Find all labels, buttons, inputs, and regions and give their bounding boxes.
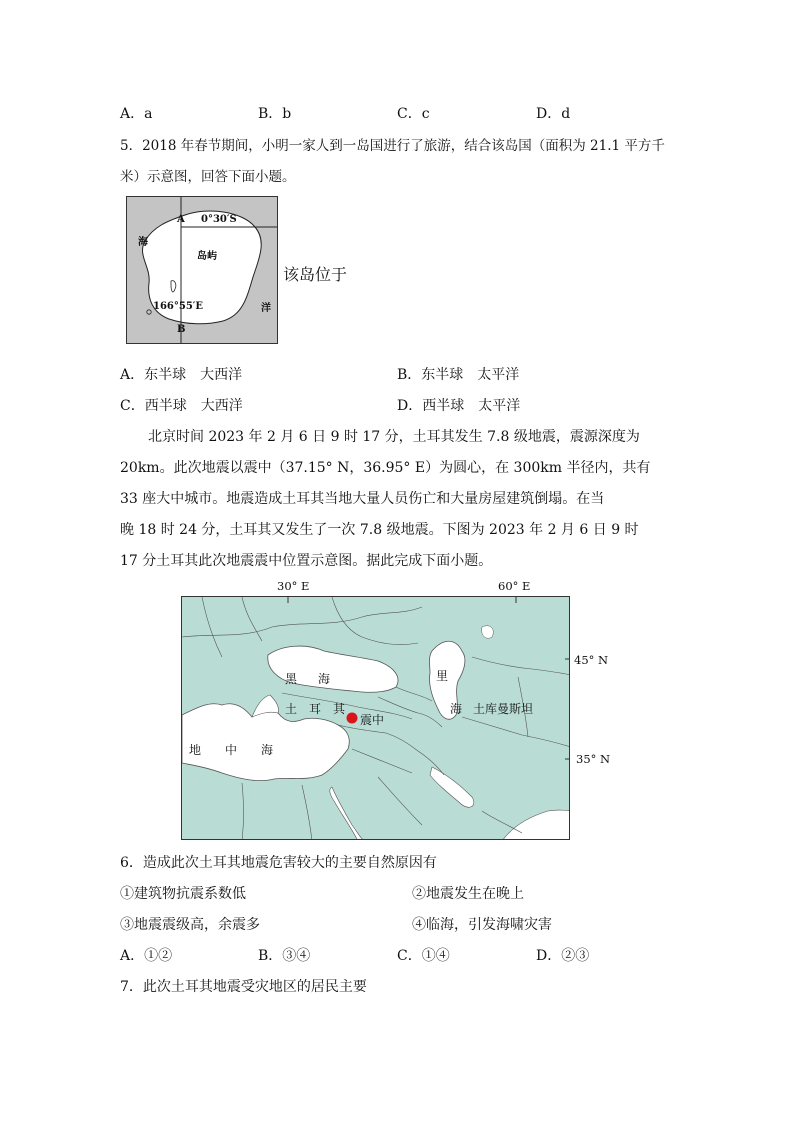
q4-option-b: B．b bbox=[258, 106, 292, 122]
epicenter-label: 震中 bbox=[360, 713, 385, 727]
q5-option-a: A．东半球 大西洋 bbox=[120, 367, 243, 383]
q5-option-c: C．西半球 大西洋 bbox=[120, 398, 243, 414]
q6-item-3: ③地震震级高，余震多 bbox=[120, 917, 260, 933]
q6-item-1: ①建筑物抗震系数低 bbox=[120, 886, 246, 902]
q6-stem: 6．造成此次土耳其地震危害较大的主要自然原因有 bbox=[120, 855, 437, 871]
q6-option-a: A．①② bbox=[120, 948, 173, 964]
q5-option-b: B．东半球 太平洋 bbox=[397, 367, 520, 383]
q4-option-c: C．c bbox=[397, 106, 430, 122]
q5-stem-line2: 米）示意图，回答下面小题。 bbox=[120, 169, 296, 185]
q6-item-2: ②地震发生在晚上 bbox=[412, 886, 524, 902]
island-label: 岛屿 bbox=[197, 251, 217, 262]
arabian-sea bbox=[502, 810, 570, 840]
caspian-label-1: 里 bbox=[436, 669, 449, 683]
q6-option-b: B．③④ bbox=[258, 948, 311, 964]
passage-line1: 北京时间 2023 年 2 月 6 日 9 时 17 分，土耳其发生 7.8 级地震，震源深度为 bbox=[148, 429, 640, 445]
q5-option-d: D．西半球 太平洋 bbox=[397, 398, 521, 414]
point-166e bbox=[147, 310, 151, 314]
point-a-label: A bbox=[177, 214, 185, 225]
q6-option-d: D．②③ bbox=[536, 948, 590, 964]
q5-prompt: 该岛位于 bbox=[283, 265, 348, 284]
persian-gulf bbox=[430, 767, 474, 807]
turkey-label: 土 耳 其 bbox=[285, 702, 346, 716]
epicenter-marker bbox=[347, 713, 358, 724]
sea-label: 海 bbox=[138, 237, 148, 248]
passage-line2: 20km。此次地震以震中（37.15° N，36.95° E）为圆心，在 300km 半径内，共有 bbox=[120, 460, 651, 476]
latitude-label: 0°30′S bbox=[201, 214, 237, 225]
q4-option-a: A．a bbox=[120, 106, 153, 122]
passage-line3: 33 座大中城市。地震造成土耳其当地大量人员伤亡和大量房屋建筑倒塌。在当 bbox=[120, 491, 605, 507]
q6-option-c: C．①④ bbox=[397, 948, 450, 964]
black-sea-label-2: 海 bbox=[318, 672, 331, 686]
island-map bbox=[126, 196, 278, 344]
red-sea bbox=[330, 787, 366, 840]
lat-45-label: 45° N bbox=[574, 653, 609, 667]
ocean-label: 洋 bbox=[261, 303, 271, 314]
point-b-label: B bbox=[177, 324, 186, 335]
black-sea-label-1: 黑 bbox=[285, 672, 298, 686]
lake-aral bbox=[482, 626, 494, 639]
q4-option-d: D．d bbox=[536, 106, 571, 122]
passage-line4: 晚 18 时 24 分，土耳其又发生了一次 7.8 级地震。下图为 2023 年 2 月 6 日 9 时 bbox=[120, 522, 639, 538]
passage-line5: 17 分土耳其此次地震震中位置示意图。据此完成下面小题。 bbox=[120, 553, 493, 569]
turkmenistan-label: 土库曼斯坦 bbox=[473, 702, 534, 716]
lon-60-label: 60° E bbox=[498, 579, 531, 593]
caspian-label-2: 海 bbox=[450, 702, 463, 716]
lat-35-label: 35° N bbox=[576, 752, 611, 766]
mediterranean-label: 地 中 海 bbox=[189, 743, 274, 757]
longitude-label: 166°55′E bbox=[153, 301, 204, 312]
q7-stem: 7．此次土耳其地震受灾地区的居民主要 bbox=[120, 979, 367, 995]
turkey-earthquake-map bbox=[181, 596, 570, 840]
lon-30-label: 30° E bbox=[277, 579, 310, 593]
q6-item-4: ④临海，引发海啸灾害 bbox=[412, 917, 552, 933]
q5-stem-line1: 5．2018 年春节期间，小明一家人到一岛国进行了旅游，结合该岛国（面积为 21.1 平方千 bbox=[120, 138, 665, 154]
